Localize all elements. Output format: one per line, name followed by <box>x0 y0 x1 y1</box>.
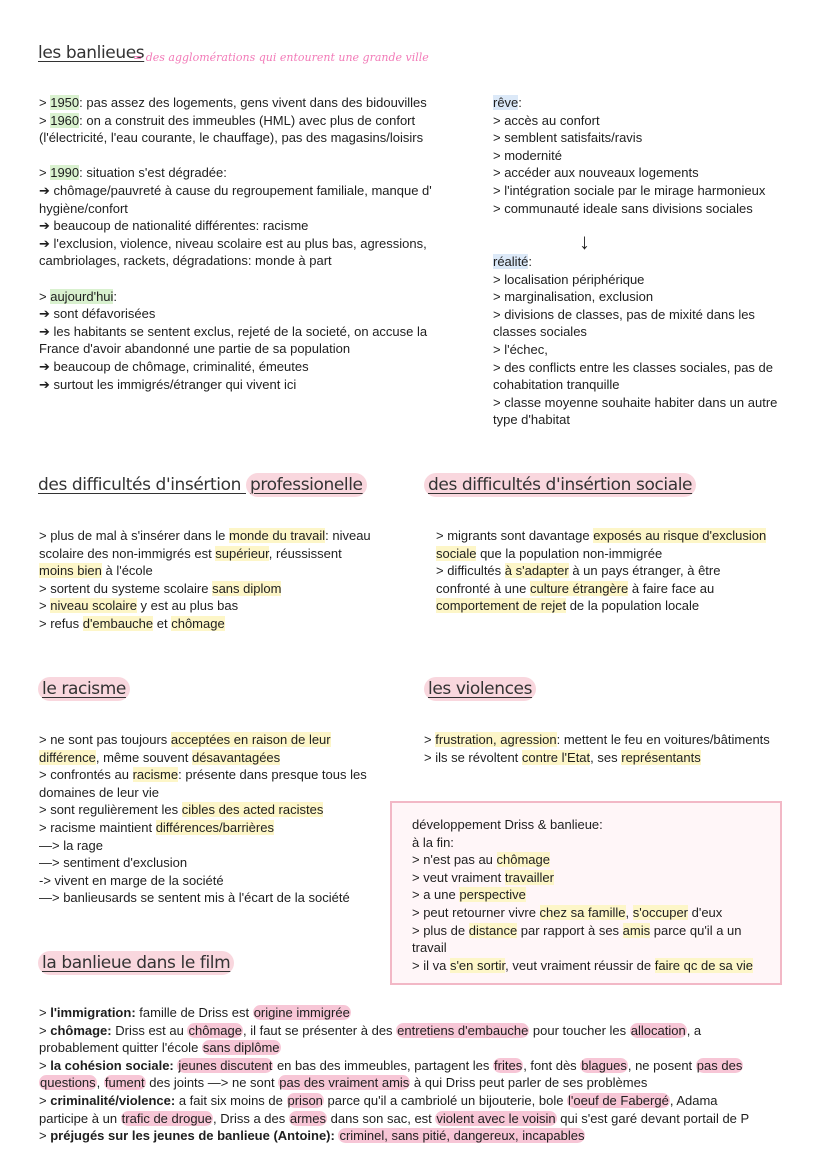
text-run: de la population locale <box>566 598 700 614</box>
text-run: —> banlieusards se sentent mis à l'écart de la société <box>39 890 350 906</box>
text-line <box>412 886 753 904</box>
text-run: qui s'est garé devant portail de P <box>556 1110 750 1126</box>
highlighted-text: représentants <box>621 749 701 765</box>
text-run: > sortent du systeme scolaire <box>39 580 213 596</box>
text-run: , ses <box>590 749 622 765</box>
text-run: ➔ sont défavorisées <box>39 306 156 322</box>
text-run: : situation s'est dégradée: <box>79 165 227 181</box>
highlighted-text: prison <box>287 1092 323 1108</box>
highlighted-text: entretiens d'embauche <box>397 1022 529 1038</box>
text-run: y est au plus bas <box>136 598 239 614</box>
text-line <box>39 252 432 270</box>
text-line <box>436 597 766 615</box>
text-line <box>39 1022 749 1040</box>
highlighted-text: préjugés sur les jeunes de banlieue (Antoine): <box>50 1128 335 1144</box>
text-run: , Driss a des <box>213 1110 289 1126</box>
text-line <box>412 922 753 940</box>
text-line <box>39 801 367 819</box>
highlighted-text: niveau scolaire <box>50 598 137 614</box>
text-run: > modernité <box>493 147 563 163</box>
text-run: : <box>528 254 533 269</box>
text-run: > racisme maintient <box>39 819 156 835</box>
highlighted-text: faire qc de sa vie <box>654 957 754 973</box>
text-line <box>493 271 777 289</box>
text-line <box>39 1004 749 1022</box>
text-line <box>493 394 777 412</box>
text-line <box>39 597 371 615</box>
text-line <box>39 340 432 358</box>
text-run: cambriolages, rackets, dégradations: monde à part <box>39 253 332 269</box>
highlighted-text: violent avec le voisin <box>436 1110 556 1126</box>
film-notes <box>39 1004 749 1145</box>
text-run: pour toucher les <box>529 1022 630 1038</box>
highlighted-text: questions <box>40 1075 96 1091</box>
highlighted-text: s'occuper <box>632 904 688 920</box>
text-line <box>493 164 765 182</box>
text-run: > <box>39 1128 51 1144</box>
text-run: > peut retourner vivre <box>412 904 540 920</box>
text-run: > <box>39 112 51 128</box>
highlighted-text: pas des vraiment amis <box>279 1075 410 1091</box>
text-run: (l'électricité, l'eau courante, le chauffage), pas des magasins/loisirs <box>39 130 424 146</box>
heading-violences <box>424 679 536 699</box>
text-line <box>39 545 371 563</box>
text-run: , veut vraiment réussir de <box>505 957 655 973</box>
text-line <box>436 527 766 545</box>
text-run: dans son sac, est <box>327 1110 436 1126</box>
text-run: > veut vraiment <box>412 869 505 885</box>
text-line <box>493 200 765 218</box>
text-line <box>39 766 367 784</box>
highlighted-text: désavantagées <box>191 749 281 765</box>
text-run: à un pays étranger, à être <box>568 563 721 579</box>
text-run: > a une <box>412 887 460 903</box>
text-run: > accéder aux nouveaux logements <box>493 165 699 181</box>
text-run: > <box>39 288 51 304</box>
highlighted-text: acceptées en raison de leur <box>170 732 331 747</box>
text-line <box>39 1057 749 1075</box>
text-run: > ils se révoltent <box>424 749 522 765</box>
text-line <box>493 323 777 341</box>
highlighted-text: différences/barrières <box>155 819 274 835</box>
text-line <box>39 784 367 802</box>
heading-insertion-pro-hl: professionelle <box>246 473 367 497</box>
text-run: > n'est pas au <box>412 852 497 868</box>
highlighted-text: chômage <box>496 852 550 868</box>
highlighted-text: frites <box>494 1057 523 1073</box>
driss-development-notes <box>412 816 753 974</box>
text-run: , même souvent <box>95 749 192 765</box>
text-line <box>39 1039 749 1057</box>
text-line <box>39 288 432 306</box>
text-run: : <box>518 95 522 110</box>
text-run: -> vivent en marge de la société <box>39 872 224 888</box>
highlighted-text: criminalité/violence: <box>50 1092 176 1108</box>
text-run: a fait six moins de <box>175 1092 287 1108</box>
text-run: : mettent le feu en voitures/bâtiments <box>556 732 770 747</box>
text-run: > accès au confort <box>493 112 600 128</box>
highlighted-text: chômage <box>171 615 225 631</box>
text-run: > migrants sont davantage <box>436 528 594 543</box>
text-line <box>412 816 753 834</box>
highlighted-text: jeunes discutent <box>178 1057 273 1073</box>
text-line <box>412 957 753 975</box>
text-line <box>39 872 367 890</box>
text-run: > confrontés au <box>39 767 133 783</box>
text-line <box>39 376 432 394</box>
text-run: ➔ beaucoup de nationalité différentes: racisme <box>39 218 309 234</box>
text-run: , <box>625 904 633 920</box>
text-run: > semblent satisfaits/ravis <box>493 130 643 146</box>
heading-racisme-text: le racisme <box>38 677 130 701</box>
highlighted-text: l'immigration: <box>50 1005 136 1020</box>
text-line <box>39 182 432 200</box>
text-line <box>39 527 371 545</box>
highlighted-text: armes <box>289 1110 326 1126</box>
insertion-pro-notes <box>39 527 371 633</box>
text-run: famille de Driss est <box>135 1005 253 1020</box>
text-line <box>39 323 432 341</box>
highlighted-text: cibles des acted racistes <box>181 802 324 818</box>
heading-violences-text: les violences <box>424 677 536 701</box>
racisme-notes <box>39 731 367 907</box>
heading-insertion-pro-pre: des difficultés d'insértion <box>38 475 246 495</box>
highlighted-text: chômage <box>188 1022 242 1038</box>
text-run: et <box>153 615 172 631</box>
text-run: type d'habitat <box>493 412 570 428</box>
text-line <box>493 288 777 306</box>
text-run: ➔ les habitants se sentent exclus, rejeté de la societé, on accuse la <box>39 323 428 339</box>
text-line <box>412 869 753 887</box>
text-run: ➔ l'exclusion, violence, niveau scolaire est au plus bas, agressions, <box>39 235 427 251</box>
highlighted-text: sans diplôme <box>202 1040 280 1056</box>
highlighted-text: racisme <box>132 767 179 783</box>
text-line <box>39 562 371 580</box>
highlighted-text: allocation <box>630 1022 686 1038</box>
text-line <box>39 731 367 749</box>
text-line <box>493 182 765 200</box>
text-run: > localisation périphérique <box>493 271 645 287</box>
heading-film <box>38 953 234 973</box>
text-run: à la fin: <box>412 834 454 850</box>
text-line <box>39 305 432 323</box>
text-run: parce qu'il a cambriolé un bijouterie, bole <box>323 1092 568 1108</box>
text-run: > l'échec, <box>493 341 548 357</box>
highlighted-text: l'oeuf de Fabergé <box>568 1092 669 1108</box>
text-line <box>39 819 367 837</box>
text-run: > <box>39 1005 51 1020</box>
highlighted-text: aujourd'hui <box>50 288 114 304</box>
text-run: , réussissent <box>268 545 342 561</box>
text-line <box>493 376 777 394</box>
highlighted-text: travailler <box>504 869 554 885</box>
text-line <box>493 112 765 130</box>
highlighted-text: moins bien <box>39 563 102 579</box>
page-subtitle: = des agglomérations qui entourent une grande ville <box>133 51 429 64</box>
realite-list <box>493 253 777 429</box>
text-run: , ne posent <box>627 1057 696 1073</box>
text-run: classes sociales <box>493 324 587 340</box>
highlighted-text: origine immigrée <box>253 1005 350 1020</box>
text-run: > divisions de classes, pas de mixité dans les <box>493 306 755 322</box>
heading-insertion-sociale-text: des difficultés d'insértion sociale <box>424 473 696 497</box>
highlighted-text: fument <box>104 1075 145 1091</box>
text-run: > communauté ideale sans divisions sociales <box>493 200 753 216</box>
text-line <box>39 235 432 253</box>
text-run: à l'école <box>101 563 153 579</box>
highlighted-text: 1990 <box>50 165 80 181</box>
text-line <box>412 904 753 922</box>
text-run: des joints —> ne sont <box>145 1075 279 1091</box>
text-run: > <box>39 1022 51 1038</box>
highlighted-text: frustration, agression <box>435 732 557 747</box>
highlighted-text: rêve <box>493 95 519 110</box>
heading-film-text: la banlieue dans le film <box>38 951 234 975</box>
text-run: , il faut se présenter à des <box>242 1022 397 1038</box>
text-line <box>412 939 753 957</box>
text-run: : pas assez des logements, gens vivent dans des bidouvilles <box>79 95 427 110</box>
text-run: travail <box>412 940 447 956</box>
text-run: > plus de mal à s'insérer dans le <box>39 528 229 543</box>
text-line <box>493 411 777 429</box>
highlighted-text: blagues <box>581 1057 627 1073</box>
highlighted-text: comportement de rejet <box>436 598 567 614</box>
highlighted-text: monde du travail <box>229 528 326 543</box>
text-line <box>39 1127 749 1145</box>
text-line <box>39 270 432 288</box>
text-run: > <box>39 1092 51 1108</box>
text-line <box>39 1110 749 1128</box>
text-run: > des conflicts entre les classes sociales, pas de <box>493 359 774 375</box>
text-run: en bas des immeubles, partagent les <box>273 1057 494 1073</box>
text-line <box>493 94 765 112</box>
text-line <box>493 359 777 377</box>
text-run: à faire face au <box>628 580 715 596</box>
text-run: hygiène/confort <box>39 200 128 216</box>
highlighted-text: trafic de drogue <box>121 1110 213 1126</box>
history-notes <box>39 94 432 393</box>
text-run: : <box>113 288 118 304</box>
text-line <box>412 851 753 869</box>
down-arrow-icon: ↓ <box>579 229 590 254</box>
heading-racisme <box>38 679 130 699</box>
highlighted-text: la cohésion sociale: <box>50 1057 174 1073</box>
text-run: > sont regulièrement les <box>39 802 182 818</box>
text-run: confronté à une <box>436 580 530 596</box>
highlighted-text: pas des <box>696 1057 743 1073</box>
text-line <box>39 854 367 872</box>
text-run: —> sentiment d'exclusion <box>39 855 188 871</box>
text-line <box>39 358 432 376</box>
text-run: —> la rage <box>39 837 103 853</box>
text-line <box>493 306 777 324</box>
text-run: > ne sont pas toujours <box>39 732 171 747</box>
text-run: : niveau <box>325 528 371 543</box>
text-run: participe à un <box>39 1110 121 1126</box>
text-line <box>412 834 753 852</box>
highlighted-text: culture étrangère <box>529 580 629 596</box>
text-line <box>39 94 432 112</box>
text-line <box>39 164 432 182</box>
heading-insertion-pro <box>38 475 367 495</box>
text-line <box>39 1074 749 1092</box>
text-run: France d'avoir abandonné une partie de sa population <box>39 341 351 357</box>
text-run: , font dès <box>523 1057 581 1073</box>
text-run: > il va <box>412 957 450 973</box>
highlighted-text: à s'adapter <box>504 563 569 579</box>
text-line <box>39 200 432 218</box>
text-run: cohabitation tranquille <box>493 377 620 393</box>
text-line <box>493 129 765 147</box>
text-line <box>424 731 770 749</box>
text-line <box>39 112 432 130</box>
text-run: > <box>39 165 51 181</box>
text-line <box>39 889 367 907</box>
text-line <box>493 253 777 271</box>
highlighted-text: exposés au risque d'exclusion <box>593 528 767 543</box>
text-run: domaines de leur vie <box>39 784 159 800</box>
text-line <box>39 580 371 598</box>
text-run: > <box>424 732 436 747</box>
text-run: > marginalisation, exclusion <box>493 289 654 305</box>
highlighted-text: sans diplom <box>212 580 282 596</box>
text-run: à qui Driss peut parler de ses problèmes <box>410 1075 648 1091</box>
highlighted-text: sociale <box>436 545 477 561</box>
insertion-sociale-notes <box>436 527 766 615</box>
text-line <box>493 341 777 359</box>
text-run: > classe moyenne souhaite habiter dans un autre <box>493 394 778 410</box>
text-run: que la population non-immigrée <box>476 545 663 561</box>
highlighted-text: d'embauche <box>82 615 154 631</box>
text-run: > refus <box>39 615 83 631</box>
text-line <box>39 147 432 165</box>
text-line <box>493 147 765 165</box>
highlighted-text: perspective <box>459 887 526 903</box>
text-run: probablement quitter l'école <box>39 1040 202 1056</box>
text-run: , a <box>686 1022 702 1038</box>
heading-insertion-sociale <box>424 475 696 495</box>
text-line <box>39 749 367 767</box>
highlighted-text: contre l'Etat <box>521 749 591 765</box>
reve-list <box>493 94 765 217</box>
text-line <box>39 217 432 235</box>
text-line <box>39 1092 749 1110</box>
text-run: par rapport à ses <box>517 922 623 938</box>
text-run: > l'intégration sociale par le mirage harmonieux <box>493 182 766 198</box>
highlighted-text: amis <box>622 922 651 938</box>
text-run: , <box>96 1075 104 1091</box>
text-run: > difficultés <box>436 563 505 579</box>
highlighted-text: 1960 <box>50 112 80 128</box>
text-run: > <box>39 598 51 614</box>
text-run: > <box>39 95 51 110</box>
text-run: développement Driss & banlieue: <box>412 817 603 832</box>
highlighted-text: chez sa famille <box>539 904 626 920</box>
text-run: : présente dans presque tous les <box>178 767 367 783</box>
text-line <box>39 837 367 855</box>
highlighted-text: criminel, sans pitié, dangereux, incapables <box>339 1128 585 1144</box>
text-line <box>436 562 766 580</box>
highlighted-text: 1950 <box>50 95 80 110</box>
text-run: : on a construit des immeubles (HML) avec plus de confort <box>79 112 416 128</box>
text-run: > <box>39 1057 51 1073</box>
text-run: ➔ beaucoup de chômage, criminalité, émeutes <box>39 358 309 374</box>
highlighted-text: chômage: <box>50 1022 112 1038</box>
text-run: parce qu'il a un <box>650 922 742 938</box>
text-line <box>39 129 432 147</box>
highlighted-text: supérieur <box>215 545 269 561</box>
violences-notes <box>424 731 770 766</box>
text-line <box>436 545 766 563</box>
text-run: Driss est au <box>111 1022 188 1038</box>
text-run: , Adama <box>669 1092 718 1108</box>
text-line <box>39 615 371 633</box>
text-run: > plus de <box>412 922 469 938</box>
page-title: les banlieues <box>38 43 145 63</box>
text-run: ➔ chômage/pauvreté à cause du regroupement familiale, manque d' <box>39 182 432 198</box>
text-line <box>424 749 770 767</box>
text-line <box>436 580 766 598</box>
highlighted-text: différence <box>39 749 96 765</box>
highlighted-text: distance <box>468 922 518 938</box>
highlighted-text: s'en sortir <box>449 957 506 973</box>
text-run: ➔ surtout les immigrés/étranger qui vivent ici <box>39 376 297 392</box>
highlighted-text: réalité <box>493 254 529 269</box>
text-run: d'eux <box>688 904 723 920</box>
text-run: scolaire des non-immigrés est <box>39 545 216 561</box>
